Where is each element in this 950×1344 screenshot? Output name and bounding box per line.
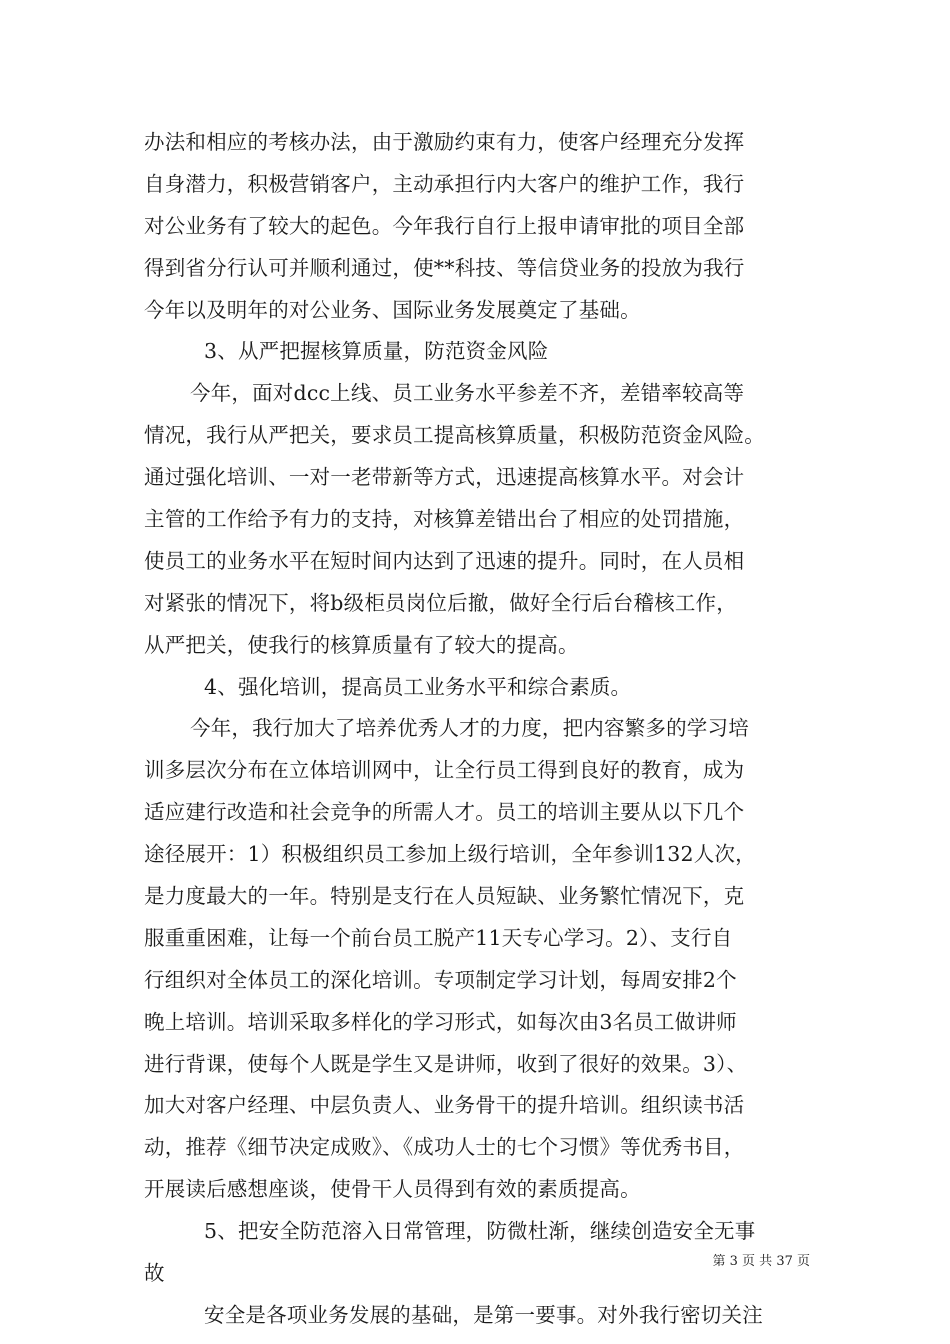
- text-line: 使员工的业务水平在短时间内达到了迅速的提升。同时，在人员相: [144, 548, 745, 573]
- text-line: 行组织对全体员工的深化培训。专项制定学习计划，每周安排2个: [144, 967, 737, 992]
- text-line: 进行背课，使每个人既是学生又是讲师，收到了很好的效果。3）、: [144, 1051, 748, 1076]
- text-line: 对公业务有了较大的起色。今年我行自行上报申请审批的项目全部: [144, 213, 745, 238]
- text-line: 途径展开：1）积极组织员工参加上级行培训，全年参训132人次，: [144, 842, 756, 867]
- text-line: 5、把安全防范溶入日常管理，防微杜渐，继续创造安全无事: [204, 1219, 756, 1244]
- text-line: 今年，面对dcc上线、员工业务水平参差不齐，差错率较高等: [190, 381, 745, 406]
- text-line: 训多层次分布在立体培训网中，让全行员工得到良好的教育，成为: [144, 758, 745, 783]
- text-line: 对紧张的情况下，将b级柜员岗位后撤，做好全行后台稽核工作，: [144, 590, 737, 615]
- text-line: 今年以及明年的对公业务、国际业务发展奠定了基础。: [144, 297, 641, 322]
- text-line: 今年，我行加大了培养优秀人才的力度，把内容繁多的学习培: [190, 716, 749, 741]
- text-line: 自身潜力，积极营销客户，主动承担行内大客户的维护工作，我行: [144, 171, 745, 196]
- text-line: 开展读后感想座谈，使骨干人员得到有效的素质提高。: [144, 1177, 641, 1202]
- text-line: 情况，我行从严把关，要求员工提高核算质量，积极防范资金风险。: [144, 423, 765, 448]
- text-line: 办法和相应的考核办法，由于激励约束有力，使客户经理充分发挥: [144, 130, 745, 154]
- page-number: 第 3 页 共 37 页: [712, 1254, 810, 1269]
- text-line: 通过强化培训、一对一老带新等方式，迅速提高核算水平。对会计: [144, 465, 745, 490]
- text-line: 晚上培训。培训采取多样化的学习形式，如每次由3名员工做讲师: [144, 1009, 737, 1034]
- text-line: 服重重困难，让每一个前台员工脱产11天专心学习。2）、支行自: [144, 925, 733, 950]
- document-body: [144, 122, 814, 1337]
- text-line: 动，推荐《细节决定成败》、《成功人士的七个习惯》等优秀书目，: [144, 1135, 745, 1160]
- text-line: 得到省分行认可并顺利通过，使**科技、等信贷业务的投放为我行: [144, 255, 745, 280]
- text-line: 是力度最大的一年。特别是支行在人员短缺、业务繁忙情况下，克: [144, 884, 745, 909]
- text-line: 安全是各项业务发展的基础，是第一要事。对外我行密切关注: [204, 1302, 763, 1327]
- text-line: 加大对客户经理、中层负责人、业务骨干的提升培训。组织读书活: [144, 1093, 745, 1118]
- text-line: 从严把关，使我行的核算质量有了较大的提高。: [144, 632, 579, 657]
- text-line: 适应建行改造和社会竞争的所需人才。员工的培训主要从以下几个: [144, 800, 745, 825]
- text-line: 故: [144, 1261, 165, 1286]
- text-line: 4、强化培训，提高员工业务水平和综合素质。: [204, 674, 632, 699]
- text-line: 主管的工作给予有力的支持，对核算差错出台了相应的处罚措施，: [144, 507, 745, 532]
- text-line: 3、从严把握核算质量，防范资金风险: [204, 339, 549, 364]
